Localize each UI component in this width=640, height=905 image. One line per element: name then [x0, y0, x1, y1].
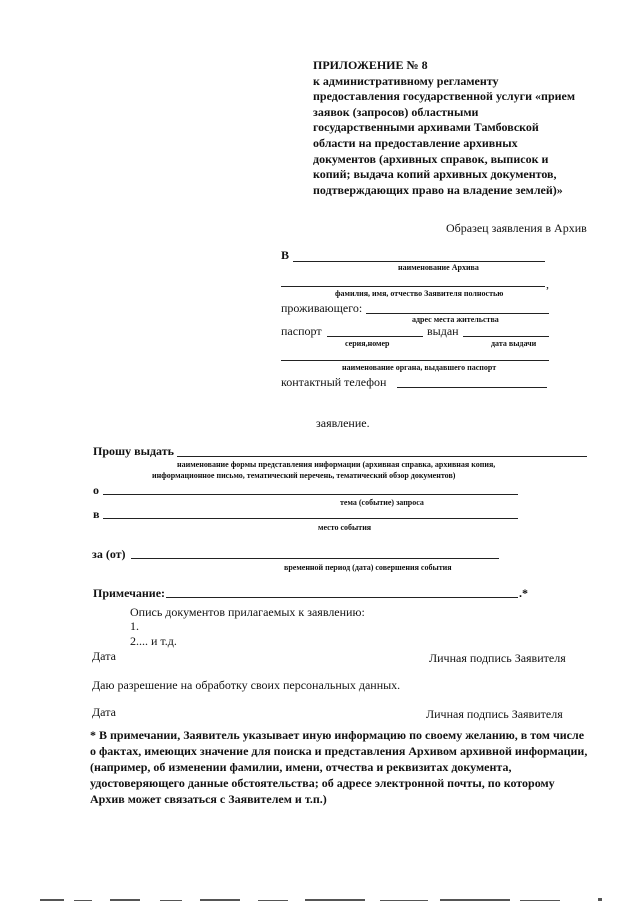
issue-request-label: Прошу выдать — [93, 444, 174, 458]
appendix-line: государственными архивами Тамбовской — [313, 120, 539, 135]
in-label: в — [93, 507, 100, 521]
issued-label: выдан — [427, 324, 459, 338]
footnote-line: о фактах, имеющих значение для поиска и представления Архивом архивной информации, — [90, 744, 588, 758]
period-label: за (от) — [92, 547, 126, 561]
footnote-line: (например, об изменении фамилии, имени, отчества и реквизитах документа, — [90, 760, 512, 774]
note-line[interactable] — [166, 597, 518, 598]
to-prefix: В — [281, 248, 290, 262]
form-caption: информационное письмо, тематический перечень, тематический обзор документов) — [152, 471, 456, 480]
place-caption: место события — [318, 523, 372, 532]
topic-caption: тема (событие) запроса — [340, 498, 424, 507]
footnote-line: Архив может связаться с Заявителем и т.п.) — [90, 792, 327, 806]
attachments-title: Опись документов прилагаемых к заявлению: — [130, 605, 365, 619]
date-label: Дата — [92, 649, 116, 663]
form-caption: наименование формы представления информации (архивная справка, архивная копия, — [177, 460, 496, 469]
residing-label: проживающего: — [281, 301, 363, 315]
issuer-caption: наименование органа, выдавшего паспорт — [342, 363, 497, 372]
appendix-header — [313, 58, 588, 198]
appendix-line: копий; выдача копий архивных документов, — [313, 167, 557, 182]
residence-caption: адрес места жительства — [412, 315, 499, 324]
footnote-line: удостоверяющего данные обстоятельства; об адресе электронной почты, по которому — [90, 776, 555, 790]
archive-caption: наименование Архива — [398, 263, 479, 272]
signature-label: Личная подпись Заявителя — [429, 651, 566, 665]
place-line[interactable] — [103, 518, 518, 519]
period-caption: временной период (дата) совершения события — [284, 563, 452, 572]
about-label: о — [93, 483, 99, 497]
appendix-title: ПРИЛОЖЕНИЕ № 8 — [313, 58, 428, 72]
fio-comma: , — [546, 277, 549, 291]
signature-label: Личная подпись Заявителя — [426, 707, 563, 721]
appendix-line: предоставления государственной услуги «прием — [313, 89, 576, 104]
footnote — [90, 727, 600, 807]
issue-date-line[interactable] — [463, 336, 549, 337]
appendix-line: заявок (запросов) областными — [313, 104, 479, 119]
scan-edge-artifact — [0, 896, 640, 905]
appendix-line: подтверждающих право на владение землей)» — [313, 182, 563, 197]
fio-caption: фамилия, имя, отчество Заявителя полностью — [335, 289, 504, 298]
footnote-line: * В примечании, Заявитель указывает иную информацию по своему желанию, в том числе — [90, 728, 585, 742]
fio-line[interactable] — [281, 286, 545, 287]
topic-line[interactable] — [103, 494, 518, 495]
attachment-item: 2.... и т.д. — [130, 634, 177, 648]
series-caption: серия,номер — [345, 339, 390, 348]
info-form-line[interactable] — [177, 456, 587, 457]
appendix-line: области на предоставление архивных — [313, 135, 518, 150]
appendix-line: к административному регламенту — [313, 73, 499, 88]
passport-label: паспорт — [281, 324, 322, 338]
archive-name-line[interactable] — [293, 261, 545, 262]
issue-date-caption: дата выдачи — [491, 339, 537, 348]
note-label: Примечание: — [93, 586, 166, 600]
document-title: заявление. — [316, 416, 370, 430]
phone-line[interactable] — [397, 387, 547, 388]
appendix-line: документов (архивных справок, выписок и — [313, 151, 549, 166]
consent-text: Даю разрешение на обработку своих персональных данных. — [92, 678, 401, 692]
passport-number-line[interactable] — [327, 336, 423, 337]
residence-line[interactable] — [366, 313, 549, 314]
date-label: Дата — [92, 705, 116, 719]
sample-title: Образец заявления в Архив — [446, 221, 587, 235]
period-line[interactable] — [131, 558, 499, 559]
issuer-line[interactable] — [281, 360, 549, 361]
note-asterisk: .* — [519, 586, 528, 600]
attachment-item: 1. — [130, 619, 139, 633]
phone-label: контактный телефон — [281, 375, 387, 389]
